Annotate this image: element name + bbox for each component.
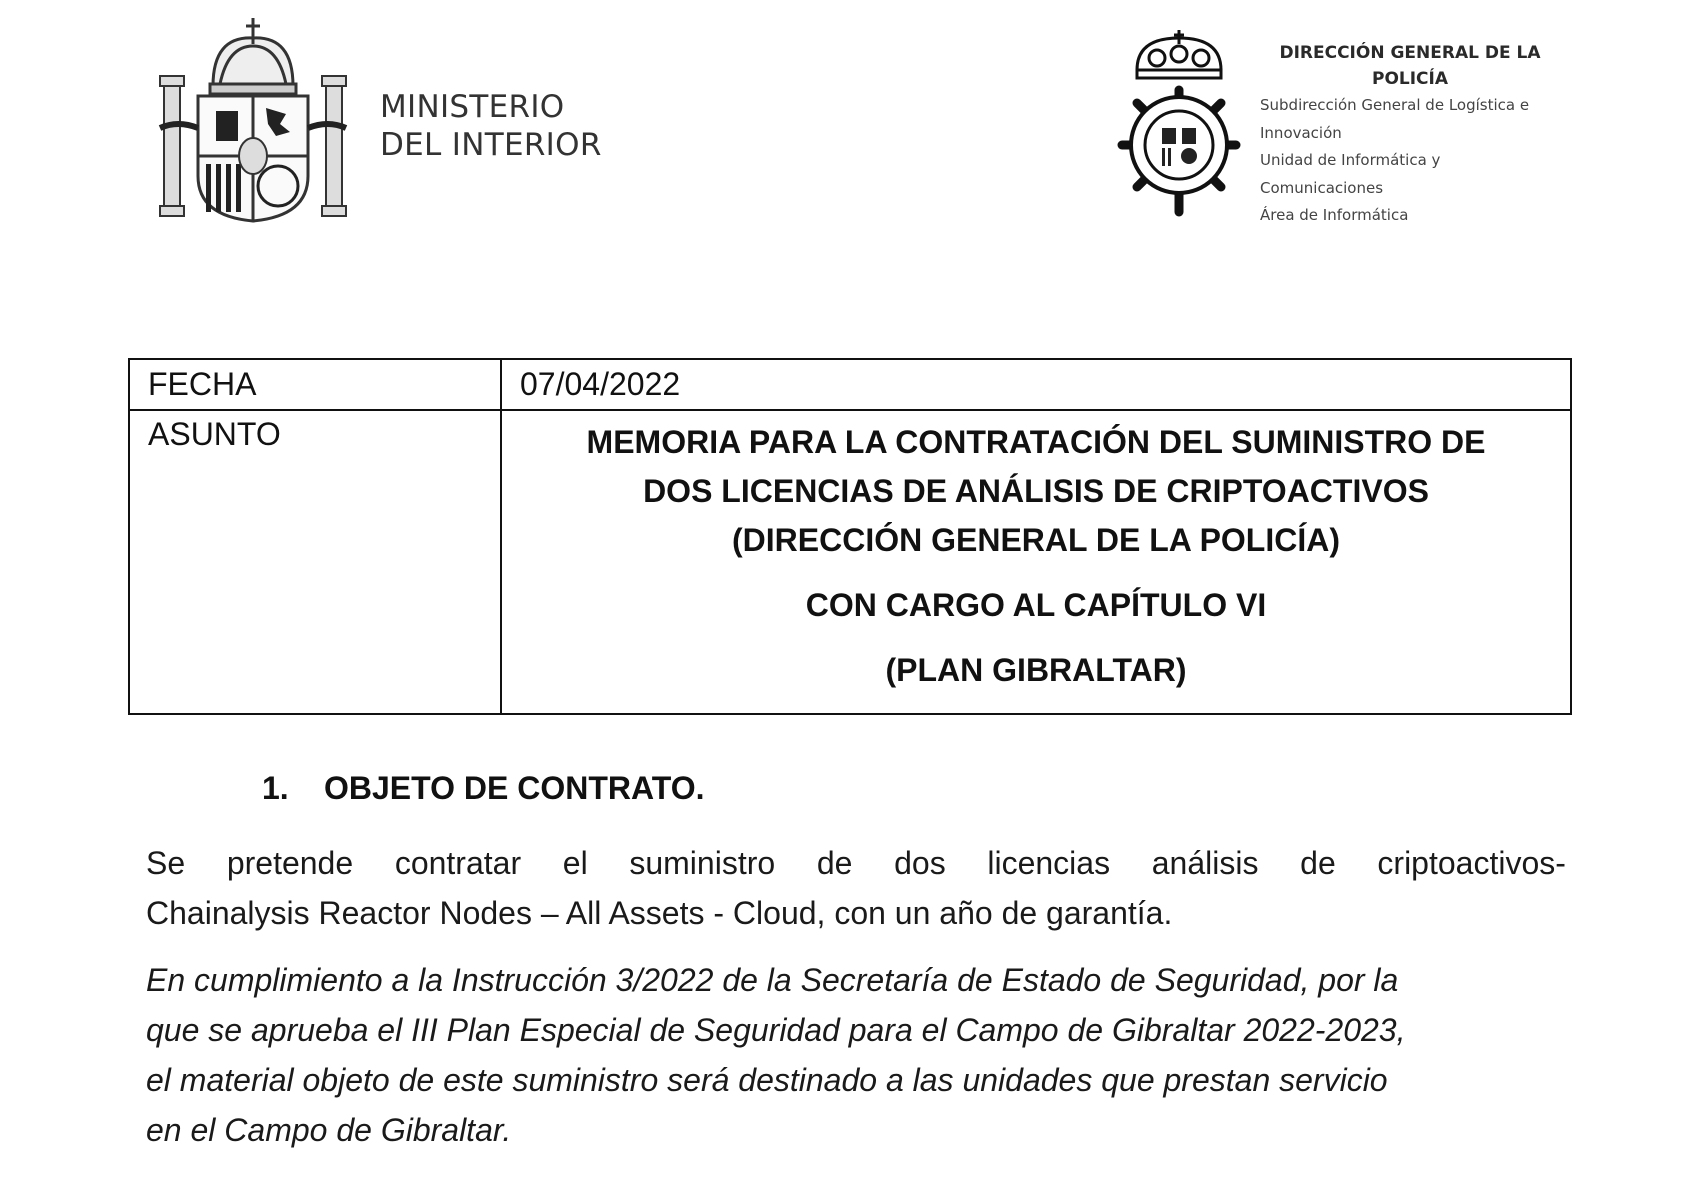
directorate-title-line-1: DIRECCIÓN GENERAL DE LA [1279,43,1541,63]
sub-line: Unidad de Informática y [1260,151,1441,169]
section-title: OBJETO DE CONTRATO. [324,770,705,806]
info-table [128,358,1572,715]
word: criptoactivos- [1377,845,1566,881]
section-heading [262,770,704,807]
paragraph-line: en el Campo de Gibraltar. [146,1112,512,1148]
paragraph-line: Chainalysis Reactor Nodes – All Assets - Cloud, con un año de garantía. [146,895,1173,931]
asunto-value [502,418,1570,695]
word: análisis [1151,845,1259,881]
asunto-label: ASUNTO [148,416,281,452]
sub-line: Área de Informática [1260,206,1409,224]
sub-line: Subdirección General de Logística e [1260,96,1530,114]
sub-line: Innovación [1260,123,1342,142]
asunto-line: MEMORIA PARA LA CONTRATACIÓN DEL SUMINISTRO DE [586,424,1486,460]
word: licencias [987,845,1111,881]
paragraph-line: En cumplimiento a la Instrucción 3/2022 de la Secretaría de Estado de Seguridad, por la [146,962,1399,998]
sub-line: Comunicaciones [1260,178,1384,197]
fecha-value: 07/04/2022 [520,366,681,402]
word: el [562,845,588,881]
policia-nacional-badge-icon [1112,30,1246,220]
word: de [816,845,853,881]
paragraph-gibraltar-plan [146,955,1566,1155]
directorate-title-line-2: POLICÍA [1371,69,1449,89]
police-header [1112,30,1672,240]
asunto-line: (PLAN GIBRALTAR) [885,652,1187,688]
paragraph-line: el material objeto de este suministro será destinado a las unidades que prestan servicio [146,1062,1388,1098]
asunto-line: DOS LICENCIAS DE ANÁLISIS DE CRIPTOACTIVOS [643,473,1429,509]
fecha-label: FECHA [148,366,257,402]
paragraph-line: que se aprueba el III Plan Especial de Seguridad para el Campo de Gibraltar 2022-2023, [146,1012,1406,1048]
asunto-line: (DIRECCIÓN GENERAL DE LA POLICÍA) [731,522,1340,558]
ministry-name [380,88,602,164]
paragraph-line [146,838,1566,888]
word: pretende [226,845,354,881]
word: suministro [629,845,776,881]
police-directorate-text [1260,40,1560,230]
word: Se [146,845,186,881]
ministry-line-2: DEL INTERIOR [380,127,602,163]
word: contratar [394,845,522,881]
word: de [1300,845,1336,881]
paragraph-object [146,838,1566,938]
section-number: 1. [262,770,289,806]
ministry-line-1: MINISTERIO [380,89,565,125]
spain-coat-of-arms-icon [158,16,348,226]
asunto-line: CON CARGO AL CAPÍTULO VI [805,587,1267,623]
row-divider [130,409,1570,411]
word: dos [894,845,946,881]
ministry-header [158,16,658,226]
